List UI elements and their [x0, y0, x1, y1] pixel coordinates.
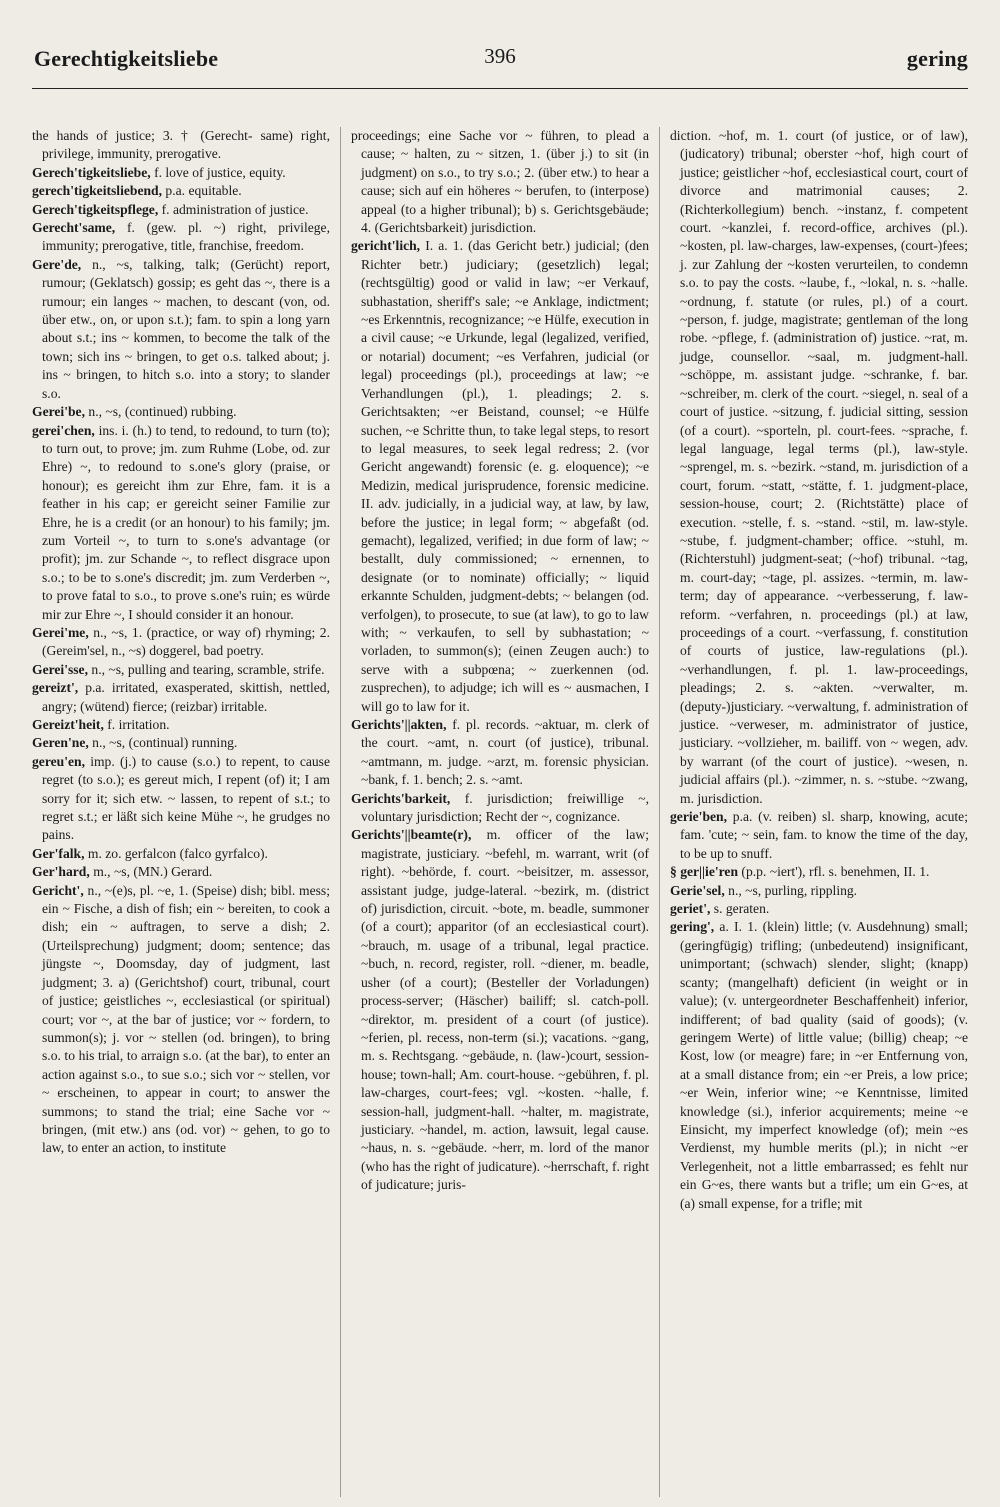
entry-definition: m., ~s, (MN.) Gerard. — [93, 864, 213, 880]
entry-headword: Gerichts'||akten, — [351, 717, 447, 732]
entry-definition: diction. ~hof, m. 1. court (of justice, or of law), (judicatory) tribunal; oberster ~hof, high court of justice; geistlicher ~hof, ecclesiastical court, court of divorce and matrimonial causes; 2. (Richterkollegium) bench. ~instanz, f. competent court. ~kanzlei, f. record-office, archives (pl.). ~kosten, pl. law-charges, law-expenses, (court-)fees; j. zur Zahlung der ~kosten verurteilen, to condemn s.o. to pay the costs. ~laube, f., ~lokal, n. s. ~halle. ~ordnung, f. statute (or rules, pl.) of a court. ~person, f. judge, magistrate; gentleman of the long robe. ~pflege, f. (administration of) justice. ~rat, m. judge, counsellor. ~saal, m. judgment-hall. ~schöppe, m. assistant judge. ~schranke, f. bar. ~schreiber, m. clerk of the court. ~siegel, n. seal of a court of justice. ~sitzung, f. judicial sitting, session (of a court). ~sporteln, pl. court-fees. ~sprache, f. legal language, legal terms (pl.), law-style. ~sprengel, m. s. ~bezirk. ~stand, m. jurisdiction of a court, forum. ~statt, ~stätte, f. 1. judgment-place, session-house, court; 2. (Richtstätte) place of execution. ~stelle, f. s. ~stand. ~stil, m. law-style. ~stube, f. judgment-chamber; office. ~stuhl, m. (Richterstuhl) judgment-seat; (~hof) tribunal. ~tag, m. court-day; ~tage, pl. assizes. ~termin, m. law-term; day of appearance. ~verbesserung, f. law-reform. ~verfahren, n. proceedings (pl.) at law, proceedings of a court. ~verfassung, f. constitution of courts of justice, law-regulations (pl.). ~verhandlungen, f. pl. 1. law-proceedings, pleadings; 2. s. ~akten. ~verwalter, m. (deputy-)justiciary. ~verwaltung, f. administration of justice. ~verweser, m. administrator of justice, justiciary. ~vollzieher, m. bailiff. von ~ wegen, adv. by warrant (of the court of justice). ~wesen, n. judicial affairs (pl.). ~zimmer, n. s. ~stube. ~zwang, m. jurisdiction. — [670, 128, 968, 806]
entry-headword: Gerecht'same, — [32, 220, 116, 236]
entry-headword: Gericht', — [32, 882, 84, 898]
dictionary-entry — [670, 882, 968, 900]
dictionary-entry — [32, 164, 330, 182]
dictionary-entry — [670, 808, 968, 863]
entry-headword: gerei'chen, — [32, 422, 95, 438]
dictionary-entry — [351, 716, 649, 790]
entry-headword: Gerei'be, — [32, 404, 85, 420]
entry-definition: n., ~(e)s, pl. ~e, 1. (Speise) dish; bibl. mess; ein ~ Fische, a dish of fish; ein ~ bereiten, to cook a dish; ein ~ auftragen, to serve a dish; 2. (Urteilsprechung) judgment; doom; sentence; das jüngste ~, Doomsday, day of judgment, last judgment; 3. a) (Gerichtshof) court, tribunal, court of justice; geistliches ~, ecclesiastical (or spiritual) court; vor ~, at the bar of justice; vor ~ fordern, to summon(s); j. vor ~ stellen (od. bringen), to bring s.o. to his trial, to arraign s.o. (at the bar), to enter an action against s.o., to sue s.o.; sich vor ~ stellen, vor ~ erscheinen, to appear in court; to answer the summons; to stand the trial; eine Sache vor ~ bringen, (mit etw.) ans (od. vor) ~ gehen, to go to law, to enter an action, to institute — [42, 882, 330, 1156]
text-columns — [22, 127, 978, 1497]
dictionary-entry — [32, 863, 330, 881]
entry-definition: imp. (j.) to cause (s.o.) to repent, to cause regret (to s.o.); es gereut mich, I repent (of) it; I am sorry for it; sich etw. ~ lassen, to repent of s.t.; to regret s.t.; er läßt sich keine Mühe ~, he grudges no pains. — [42, 753, 331, 843]
entry-headword: Gerie'sel, — [670, 882, 725, 898]
entry-headword: Gerichts'barkeit, — [351, 790, 451, 806]
dictionary-entry — [32, 661, 330, 679]
entry-headword: Gere'de, — [32, 256, 82, 272]
entry-headword: Gerech'tigkeitsliebe, — [32, 164, 151, 180]
entry-definition: f. irritation. — [107, 717, 170, 732]
column-right — [659, 127, 978, 1497]
entry-definition: f. jurisdiction; freiwillige ~, voluntary jurisdiction; Recht der ~, cognizance. — [361, 790, 649, 825]
dictionary-entry — [32, 256, 330, 403]
column-left — [22, 127, 340, 1497]
dictionary-entry — [32, 845, 330, 863]
entry-definition: n., ~s, purling, rippling. — [728, 882, 858, 898]
dictionary-entry — [351, 826, 649, 1194]
entry-headword: Gerei'sse, — [32, 661, 88, 677]
entry-definition: ins. i. (h.) to tend, to redound, to turn (to); to turn out, to prove; jm. zum Ruhme (Lobe, od. zur Ehre) ~, to redound to s.one's glory (praise, or honour); es gereicht ihm zur Ehre, fam. it is a feather in his cap; er gereicht seiner Familie zur Ehre, he is a credit (or an honour) to his family; jm. zum Vorteil ~, to turn to s.one's advantage (or profit); jm. zur Schande ~, to reflect disgrace upon s.o.; to be to s.one's discredit; jm. zum Verderben ~, to prove fatal to s.o., to prove s.one's ruin; es würde mir zur Ehre ~, I should consider it an honour. — [42, 422, 330, 622]
entry-headword: § ger||ie'ren — [670, 864, 739, 880]
entry-headword: gerie'ben, — [670, 809, 728, 825]
entry-definition: n., ~s, talking, talk; (Gerücht) report, rumour; (Geklatsch) gossip; es geht das ~, there is a rumour; ein langes ~ machen, to descant (von, od. über etw., on, or upon s.t.); fam. to spin a long yarn about s.t.; ins ~ kommen, to become the talk of the town; sich ins ~ bringen, to get o.s. talked about; j. ins ~ bringen, to hitch s.o. into a story; to slander s.o. — [42, 256, 330, 401]
entry-definition: the hands of justice; 3. † (Gerecht- same) right, privilege, immunity, prerogative. — [32, 128, 330, 162]
dictionary-entry — [351, 127, 649, 237]
entry-definition: p.a. (v. reiben) sl. sharp, knowing, acute; fam. 'cute; ~ sein, fam. to know the time of the day, to be up to snuff. — [680, 809, 968, 861]
page-header — [32, 36, 968, 89]
entry-headword: Gerech'tigkeitspflege, — [32, 201, 159, 217]
entry-definition: proceedings; eine Sache vor ~ führen, to plead a cause; ~ halten, zu ~ sitzen, 1. (über j.) to sit (in judgment) on s.o., to try s.o.; 2. (über etw.) to hear a cause; sich auf ein höheres ~ berufen, to (interpose) appeal (to a higher tribunal); b) s. Gerichtsgebäude; 4. (Gerichtsbarkeit) jurisdiction. — [351, 128, 649, 236]
entry-headword: Gerichts'||beamte(r), — [351, 827, 472, 843]
dictionary-entry — [351, 237, 649, 716]
entry-definition: s. geraten. — [713, 901, 770, 917]
dictionary-entry — [351, 790, 649, 827]
entry-definition: a. I. 1. (klein) little; (v. Ausdehnung) small; (geringfügig) trifling; (unbedeutend) insignificant, unimportant; (schwach) slender, slight; (knapp) scanty; (mangelhaft) deficient (in weight or in value); (v. untergeordneter Beschaffenheit) inferior, indifferent; of bad quality (said of goods); (v. geringem Werte) of little value; (billig) cheap; ~e Kost, low (or meagre) fare; in ~er Entfernung von, at a small distance from; ein ~er Preis, a low price; ~er Wein, inferior wine; ~e Kenntnisse, limited knowledge (si.), inferior acquirements; meine ~e Einsicht, my imperfect knowledge (of); mein ~es Verdienst, my humble merits (pl.); in nicht ~er Verlegenheit, not a little embarrassed; es fehlt nur ein G~es, there wants but a trifle; um ein G~es, at (a) small expense, for a trifle; mit — [680, 919, 968, 1211]
dictionary-entry — [32, 219, 330, 256]
entry-headword: Ger'hard, — [32, 864, 90, 880]
entry-headword: gerech'tigkeitsliebend, — [32, 183, 163, 199]
entry-headword: Gerei'me, — [32, 624, 89, 640]
dictionary-entry — [32, 753, 330, 845]
running-head-left: Gerechtigkeitsliebe — [34, 46, 219, 71]
entry-headword: Geren'ne, — [32, 735, 89, 751]
entry-definition: n., ~s, pulling and tearing, scramble, strife. — [91, 661, 325, 677]
dictionary-entry — [32, 624, 330, 661]
entry-definition: f. pl. records. ~aktuar, m. clerk of the court. ~amt, n. court (of justice), tribunal. ~amtmann, m. judge. ~arzt, m. forensic physician. ~bank, f. 1. bench; 2. s. ~amt. — [361, 717, 650, 788]
entry-headword: gereizt', — [32, 680, 79, 696]
dictionary-entry — [670, 918, 968, 1213]
entry-definition: m. zo. gerfalcon (falco gyrfalco). — [87, 845, 268, 861]
dictionary-entry — [32, 403, 330, 421]
dictionary-entry — [32, 734, 330, 752]
entry-definition: n., ~s, (continued) rubbing. — [88, 404, 237, 420]
running-head-right: gering — [906, 46, 968, 71]
entry-definition: f. administration of justice. — [161, 201, 309, 217]
entry-definition: n., ~s, 1. (practice, or way of) rhyming; 2. (Gereim'sel, n., ~s) doggerel, bad poetry. — [42, 624, 330, 659]
entry-definition: m. officer of the law; magistrate, justiciary. ~befehl, m. warrant, writ (of right). ~behörde, f. court. ~beisitzer, m. assessor, assistant judge, judge-lateral. ~bezirk, m. (district of) jurisdiction, circuit. ~bote, m. beadle, summoner (of a court); apparitor (of an ecclesiastical court). ~brauch, m. usage of a tribunal, legal practice. ~buch, n. record, register, roll. ~diener, m. beadle, usher (of a court); (Besteller der Vorladungen) process-server; (Häscher) bailiff; sl. catch-poll. ~direktor, m. president of a court (of justice). ~ferien, pl. recess, non-term (si.); vacations. ~gang, m. s. Rechtsgang. ~gebäude, n. (law-)court, session-house; town-hall; Am. court-house. ~gebühren, f. pl. law-charges, court-fees; vgl. ~kosten. ~halle, f. session-hall, judgment-hall. ~halter, m. magistrate, justiciary. ~handel, m. action, lawsuit, legal cause. ~haus, n. s. ~gebäude. ~herr, m. lord of the manor (who has the right of judicature). ~herrschaft, f. right of judicature; juris- — [361, 827, 649, 1193]
dictionary-entry — [670, 863, 968, 881]
entry-definition: p.a. equitable. — [165, 183, 242, 199]
column-middle — [340, 127, 659, 1497]
dictionary-entry — [32, 679, 330, 716]
dictionary-entry — [32, 882, 330, 1158]
entry-headword: gereu'en, — [32, 753, 85, 769]
dictionary-entry — [670, 127, 968, 808]
dictionary-entry — [32, 201, 330, 219]
entry-definition: (p.p. ~iert'), rfl. s. benehmen, II. 1. — [741, 864, 930, 880]
entry-headword: gericht'lich, — [351, 238, 421, 254]
dictionary-entry — [32, 716, 330, 734]
entry-definition: p.a. irritated, exasperated, skittish, nettled, angry; (wütend) fierce; (reizbar) irritable. — [42, 680, 330, 714]
entry-definition: f. (gew. pl. ~) right, privilege, immunity; prerogative, title, franchise, freedom. — [42, 220, 330, 254]
dictionary-entry — [32, 182, 330, 200]
entry-headword: Gereizt'heit, — [32, 717, 104, 732]
dictionary-entry — [32, 127, 330, 164]
entry-headword: Ger'falk, — [32, 845, 85, 861]
entry-headword: gering', — [670, 919, 715, 935]
entry-definition: f. love of justice, equity. — [154, 164, 286, 180]
dictionary-entry — [32, 422, 330, 624]
page-number: 396 — [484, 44, 516, 68]
entry-definition: n., ~s, (continual) running. — [92, 735, 238, 751]
dictionary-entry — [670, 900, 968, 918]
entry-definition: I. a. 1. (das Gericht betr.) judicial; (den Richter betr.) judiciary; (gesetzlich) legal; (rechtsgültig) good or valid in law; ~er Verkauf, subhastation, sheriff's sale; ~e Anklage, indictment; ~es Erkenntnis, recognizance; ~e Hülfe, execution in a civil cause; ~e Urkunde, legal (legalized, verified, or notarial) document; ~es Verfahren, judicial (or legal) proceedings (pl.), proceedings at law; ~e Verhandlungen (pl.), 1. pleadings; 2. s. Gerichtsakten; ~er Beistand, counsel; ~e Hülfe suchen, ~e Schritte thun, to take legal steps, to resort to legal measures, to seek legal redress; 2. (vor Gericht angewandt) forensic (e. g. eloquence); ~e Medizin, medical jurisprudence, forensic medicine. II. adv. judicially, in a judicial way, at law, by law, before the justice; in legal form; ~ abgefaßt (od. gemacht), legalized, verified; in due form of law; ~ bestallt, duly commissioned; ~ ernennen, to designate (or to nominate) officially; ~ liquid erkannte Schulden, judgment-debts; ~ belangen (od. verfolgen), to prosecute, to sue (at law), to go to law with; ~ verkaufen, to sell by subhastation; ~ vorladen, to summon(s); (einen Zeugen auch:) to serve with a subpœna; ~ zuerkennen (od. zusprechen), to adjudge; ich will es ~ ausmachen, I will go to law for it. — [361, 238, 649, 714]
entry-headword: geriet', — [670, 901, 711, 917]
